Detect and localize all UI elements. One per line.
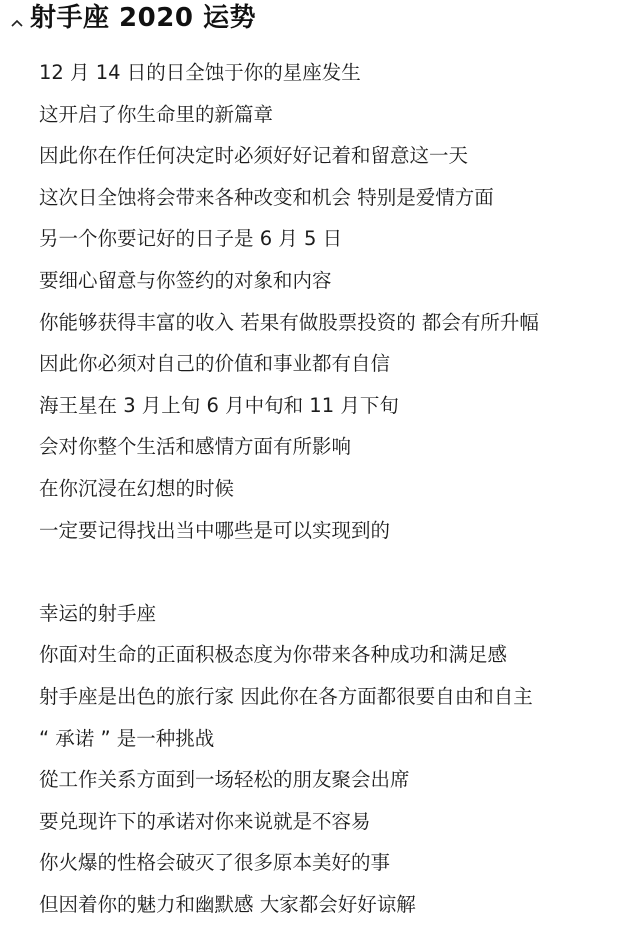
text-line: 12 月 14 日的日全蚀于你的星座发生 [39,61,361,84]
collapse-chevron-icon[interactable] [10,16,24,30]
page-title: 射手座 2020 运势 [30,3,256,33]
text-line: 從工作关系方面到一场轻松的朋友聚会出席 [39,768,410,792]
text-line: 射手座是出色的旅行家 因此你在各方面都很要自由和自主 [39,684,533,708]
text-line: 会对你整个生活和感情方面有所影响 [39,435,352,459]
text-line: 因此你必须对自己的价值和事业都有自信 [39,352,391,376]
paragraph-gap [39,551,629,593]
text-line: 这次日全蚀将会带来各种改变和机会 特别是爱情方面 [39,185,494,209]
text-line: 海王星在 3 月上旬 6 月中旬和 11 月下旬 [39,393,399,417]
text-line: 你火爆的性格会破灭了很多原本美好的事 [39,851,391,875]
text-line: “ 承诺 ” 是一种挑战 [39,726,215,750]
text-line: 你面对生命的正面积极态度为你带来各种成功和满足感 [39,643,508,667]
text-line: 一定要记得找出当中哪些是可以实现到的 [39,518,391,542]
text-line: 这开启了你生命里的新篇章 [39,102,274,126]
text-line: 你能够获得丰富的收入 若果有做股票投资的 都会有所升幅 [39,310,539,334]
text-line: 另一个你要记好的日子是 6 月 5 日 [39,227,343,251]
text-line: 要细心留意与你签约的对象和内容 [39,268,332,292]
page-header [10,0,256,36]
section-heading: 幸运的射手座 [39,601,157,625]
text-line: 因此你在作任何决定时必须好好记着和留意这一天 [39,144,469,168]
horoscope-text [39,52,629,925]
text-line: 要兑现许下的承诺对你来说就是不容易 [39,809,371,833]
text-line: 但因着你的魅力和幽默感 大家都会好好谅解 [39,892,416,916]
text-line: 在你沉浸在幻想的时候 [39,476,235,500]
